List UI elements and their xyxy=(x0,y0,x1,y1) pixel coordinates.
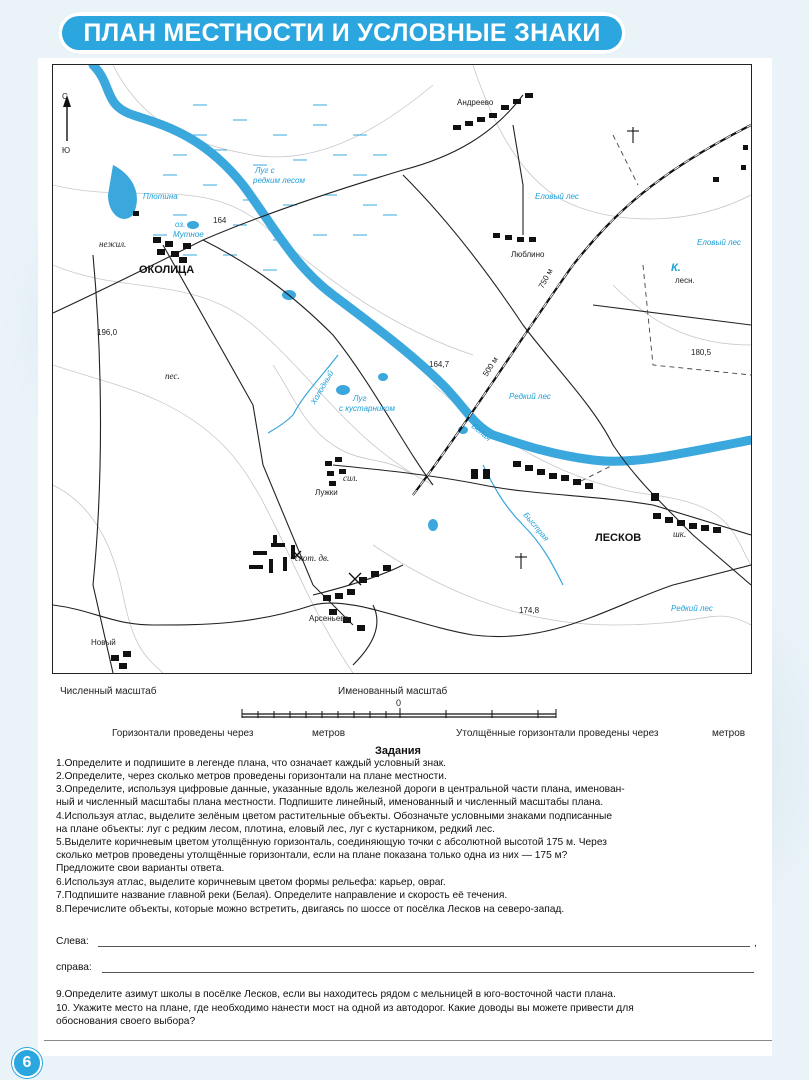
label-elovy-2: Еловый лес xyxy=(697,238,741,247)
label-oz: оз. xyxy=(175,220,186,229)
left-answer-label: Слева: xyxy=(56,936,89,947)
title-banner xyxy=(58,12,626,54)
label-okolitsa: ОКОЛИЦА xyxy=(139,264,195,276)
task-line: 7.Подпишите название главной реки (Белая). Определите направление и скорость её течения. xyxy=(56,890,508,901)
label-750m: 750 м xyxy=(536,267,555,290)
label-lug-kust-2: с кустарником xyxy=(339,404,396,413)
label-h1805: 180,5 xyxy=(691,348,712,357)
contour-lines xyxy=(53,65,751,673)
label-nezhil: нежил. xyxy=(99,239,127,249)
label-leskov: ЛЕСКОВ xyxy=(595,532,642,544)
label-belaya: Белая xyxy=(469,421,493,444)
label-bystraya: Быстрая xyxy=(521,510,551,543)
railway xyxy=(413,125,751,495)
task-line: 3.Определите, используя цифровые данные, указанные вдоль железной дороги в центральной части плана, именован- xyxy=(56,784,625,795)
label-h1647: 164,7 xyxy=(429,360,450,369)
task-line: на плане объекты: луг с редким лесом, плотина, еловый лес, луг с кустарником, редкий лес. xyxy=(56,824,495,835)
label-lug-redk-1: Луг с xyxy=(255,166,275,175)
contours-unit: метров xyxy=(312,728,346,739)
label-arsenevo: Арсеньево xyxy=(309,614,349,623)
contours-label: Горизонтали проведены через xyxy=(112,728,254,739)
task-line: 4.Используя атлас, выделите зелёным цветом растительные объекты. Обозначьте условными знаками подписанные xyxy=(56,811,613,822)
task-line: 1.Определите и подпишите в легенде плана, что означает каждый условный знак. xyxy=(56,758,447,769)
numeric-scale-label: Численный масштаб xyxy=(60,686,157,697)
lake-left xyxy=(108,165,137,219)
right-answer-label: справа: xyxy=(56,962,92,973)
label-elovy-1: Еловый лес xyxy=(535,192,579,201)
label-shk: шк. xyxy=(673,529,687,539)
label-lyublino: Люблино xyxy=(511,250,545,259)
named-scale-label: Именованный масштаб xyxy=(338,686,448,697)
page-title: ПЛАН МЕСТНОСТИ И УСЛОВНЫЕ ЗНАКИ xyxy=(83,18,601,47)
compass-arrow xyxy=(62,92,71,155)
left-answer-comma: , xyxy=(754,938,757,949)
topographic-map xyxy=(52,64,752,674)
linear-scale-bar xyxy=(240,706,560,720)
lake-small-1 xyxy=(187,221,199,229)
label-luzhki: Лужки xyxy=(315,488,338,497)
label-skot-dv: скот. дв. xyxy=(295,553,330,563)
label-kholodny: Холодный xyxy=(308,368,336,406)
label-h1748: 174,8 xyxy=(519,606,540,615)
stream-kholodny xyxy=(268,355,338,433)
lake-small-4 xyxy=(378,373,388,381)
compass-north: С xyxy=(62,92,68,101)
label-lug-redk-2: редким лесом xyxy=(253,176,305,185)
label-sil: сил. xyxy=(343,473,358,483)
task-line: 5.Выделите коричневым цветом утолщённую горизонталь, соединяющую точки с абсолютной высотой 175 м. Через xyxy=(56,837,607,848)
label-mutnoe: Мутное xyxy=(173,230,204,239)
label-noviy: Новый xyxy=(91,638,116,647)
task-line: обоснования своего выбора? xyxy=(56,1016,196,1027)
task-line: сколько метров проведены утолщённые горизонтали, если на плане показана только одна из них — 175 м? xyxy=(56,850,568,861)
task-line: 8.Перечислите объекты, которые можно встретить, двигаясь по шоссе от посёлка Лесков на северо-запад. xyxy=(56,904,565,915)
label-andreevo: Андреево xyxy=(457,98,494,107)
buildings xyxy=(111,93,748,669)
page-number: 6 xyxy=(12,1048,42,1078)
task-line: 6.Используя атлас, выделите коричневым цветом формы рельефа: карьер, овраг. xyxy=(56,877,446,888)
lake-small-3 xyxy=(336,385,350,395)
task-line: Предложите свои варианты ответа. xyxy=(56,863,225,874)
label-lug-kust-1: Луг xyxy=(353,394,367,403)
dirt-tracks xyxy=(573,135,751,485)
label-plotina: Плотина xyxy=(143,192,178,201)
label-redkiy-1: Редкий лес xyxy=(509,392,551,401)
label-k: К. xyxy=(671,262,681,274)
compass-south: Ю xyxy=(62,146,71,155)
label-redkiy-2: Редкий лес xyxy=(671,604,713,613)
label-h164: 164 xyxy=(213,216,227,225)
task-line: 2.Определите, через сколько метров проведены горизонтали на плане местности. xyxy=(56,771,447,782)
task-line: 10. Укажите место на плане, где необходимо нанести мост на одной из автодорог. Какие доводы вы можете привести для xyxy=(56,1003,634,1014)
linear-scale-zero: 0 xyxy=(396,698,402,708)
label-h1960: 196,0 xyxy=(97,328,118,337)
label-500m: 500 м xyxy=(481,355,500,379)
roads xyxy=(53,95,751,673)
label-lesn: лесн. xyxy=(675,276,695,285)
task-line: ный и численный масштабы плана местности. Подпишите линейный, именованный и численный масштабы плана. xyxy=(56,797,604,808)
answer-line-bottom[interactable] xyxy=(44,1040,772,1041)
right-answer-field[interactable] xyxy=(102,972,754,973)
tasks-title: Задания xyxy=(375,745,421,757)
map-svg xyxy=(53,65,751,673)
label-pes: пес. xyxy=(165,371,180,381)
stream-bystraya xyxy=(483,465,563,585)
thick-contours-label: Утолщённые горизонтали проведены через xyxy=(456,728,659,739)
lake-small-5 xyxy=(428,519,438,531)
left-answer-field[interactable] xyxy=(98,946,750,947)
thick-contours-unit: метров xyxy=(712,728,746,739)
task-line: 9.Определите азимут школы в посёлке Лесков, если вы находитесь рядом с мельницей в юго-восточной части плана. xyxy=(56,989,616,1000)
